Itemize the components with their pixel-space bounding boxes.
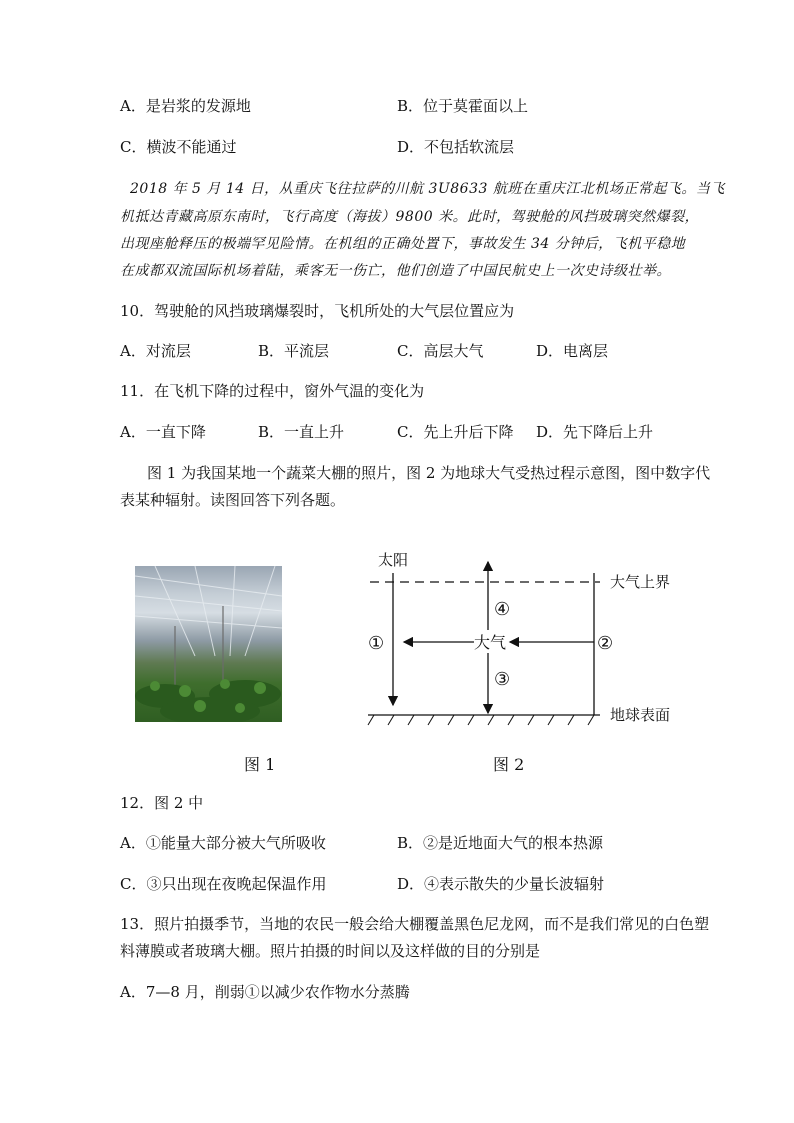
q9-option-b: B．位于莫霍面以上 (397, 97, 529, 115)
sun-label: 太阳 (378, 551, 409, 569)
story-line-3: 出现座舱释压的极端罕见险情。在机组的正确处置下，事故发生 34 分钟后，飞机平稳地 (120, 236, 686, 252)
q13-stem-2: 料薄膜或者玻璃大棚。照片拍摄的时间以及这样做的目的分别是 (120, 942, 541, 960)
q12-option-c: C．③只出现在夜晚起保温作用 (120, 875, 327, 893)
intro-line-1: 图 1 为我国某地一个蔬菜大棚的照片，图 2 为地球大气受热过程示意图，图中数字代 (147, 464, 711, 482)
label-3: ③ (494, 669, 511, 690)
label-4: ④ (494, 599, 511, 620)
figure-2-caption: 图 2 (493, 755, 525, 774)
story-line-1: 2018 年 5 月 14 日，从重庆飞往拉萨的川航 3U8633 航班在重庆江北机场正常起飞。当飞 (130, 181, 725, 197)
q11-option-d: D．先下降后上升 (536, 423, 654, 441)
q10-option-c: C．高层大气 (397, 342, 484, 360)
q11-option-a: A．一直下降 (120, 423, 206, 441)
ground-hatch (368, 715, 594, 725)
q10-stem: 10．驾驶舱的风挡玻璃爆裂时，飞机所处的大气层位置应为 (120, 302, 515, 320)
q9-option-a: A．是岩浆的发源地 (120, 97, 251, 115)
label-1: ① (368, 633, 385, 654)
q10-option-d: D．电离层 (536, 342, 609, 360)
story-line-4: 在成都双流国际机场着陆，乘客无一伤亡，他们创造了中国民航史上一次史诗级壮举。 (120, 263, 671, 279)
atmosphere-top-label: 大气上界 (610, 573, 671, 591)
q9-option-d: D．不包括软流层 (397, 138, 515, 156)
atmosphere-label: 大气 (474, 633, 507, 652)
q10-option-b: B．平流层 (258, 342, 330, 360)
q9-option-c: C．横波不能通过 (120, 138, 237, 156)
q13-option-a: A．7—8 月，削弱①以减少农作物水分蒸腾 (120, 983, 410, 1001)
q12-stem: 12．图 2 中 (120, 794, 204, 812)
heating-diagram (360, 545, 700, 730)
q11-option-b: B．一直上升 (258, 423, 345, 441)
q11-stem: 11．在飞机下降的过程中，窗外气温的变化为 (120, 382, 425, 400)
figure-1-caption: 图 1 (244, 755, 276, 774)
q12-option-a: A．①能量大部分被大气所吸收 (120, 834, 326, 852)
q12-option-d: D．④表示散失的少量长波辐射 (397, 875, 605, 893)
label-2: ② (597, 633, 614, 654)
story-line-2: 机抵达青藏高原东南时，飞行高度（海拔）9800 米。此时，驾驶舱的风挡玻璃突然爆裂， (120, 209, 700, 225)
ground-label: 地球表面 (610, 706, 671, 724)
q11-option-c: C．先上升后下降 (397, 423, 514, 441)
intro-line-2: 表某种辐射。读图回答下列各题。 (120, 491, 346, 509)
greenhouse-photo (135, 566, 282, 722)
q13-stem-1: 13．照片拍摄季节，当地的农民一般会给大棚覆盖黑色尼龙网，而不是我们常见的白色塑 (120, 915, 710, 933)
q10-option-a: A．对流层 (120, 342, 191, 360)
q12-option-b: B．②是近地面大气的根本热源 (397, 834, 604, 852)
